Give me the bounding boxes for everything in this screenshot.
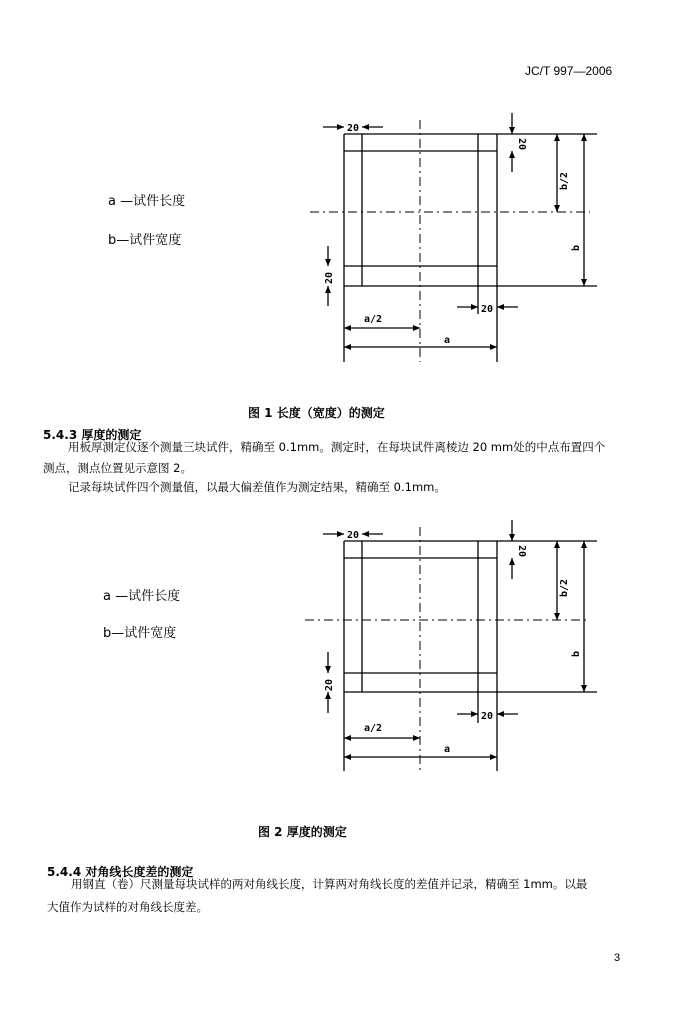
- fig2-dim-top-20: 20: [347, 530, 360, 541]
- fig2-dim-bottom-20: 20: [481, 711, 494, 722]
- figure2-legend-b: b—试件宽度: [103, 626, 177, 641]
- figure1-caption: 图 1 长度（宽度）的测定: [248, 406, 385, 420]
- figure1-legend-a: a —试件长度: [108, 194, 186, 209]
- fig1-dim-top-20: 20: [347, 123, 360, 134]
- standard-code: JC/T 997—2006: [525, 64, 613, 78]
- fig2-dim-half-b: b/2: [559, 578, 570, 597]
- section-5-4-3-para1-line2: 测点，测点位置见示意图 2。: [43, 461, 192, 475]
- fig1-dim-b: b: [571, 244, 582, 251]
- fig2-dim-right-20: 20: [516, 545, 527, 558]
- section-5-4-3-heading: 5.4.3 厚度的测定: [43, 428, 142, 442]
- fig2-dim-b: b: [571, 650, 582, 657]
- page-number: 3: [614, 952, 621, 964]
- fig2-dim-half-a: a/2: [364, 723, 383, 734]
- fig1-dim-bottom-20: 20: [481, 304, 494, 315]
- fig1-dim-half-b: b/2: [559, 171, 570, 190]
- figure1-legend-b: b—试件宽度: [108, 233, 182, 248]
- section-5-4-3-para1-line1: 用板厚测定仪逐个测量三块试件，精确至 0.1mm。测定时，在每块试件离棱边 20 mm处的中点布置四个: [68, 440, 606, 454]
- fig1-dim-half-a: a/2: [364, 314, 383, 325]
- fig2-dim-left-20: 20: [324, 678, 335, 691]
- section-5-4-3-para2: 记录每块试件四个测量值，以最大偏差值作为测定结果，精确至 0.1mm。: [68, 480, 446, 494]
- fig1-dim-a: a: [444, 335, 451, 346]
- figure2-legend-a: a —试件长度: [103, 589, 181, 604]
- fig1-dim-left-20: 20: [324, 271, 335, 284]
- section-5-4-4-para-line2: 大值作为试样的对角线长度差。: [47, 900, 208, 914]
- fig1-dim-right-20: 20: [516, 138, 527, 151]
- figure2-caption: 图 2 厚度的测定: [258, 825, 347, 839]
- section-5-4-4-heading: 5.4.4 对角线长度差的测定: [47, 865, 194, 879]
- fig2-dim-a: a: [444, 744, 451, 755]
- section-5-4-4-para-line1: 用钢直（卷）尺测量每块试样的两对角线长度，计算两对角线长度的差值并记录，精确至 1mm。以最: [71, 877, 588, 891]
